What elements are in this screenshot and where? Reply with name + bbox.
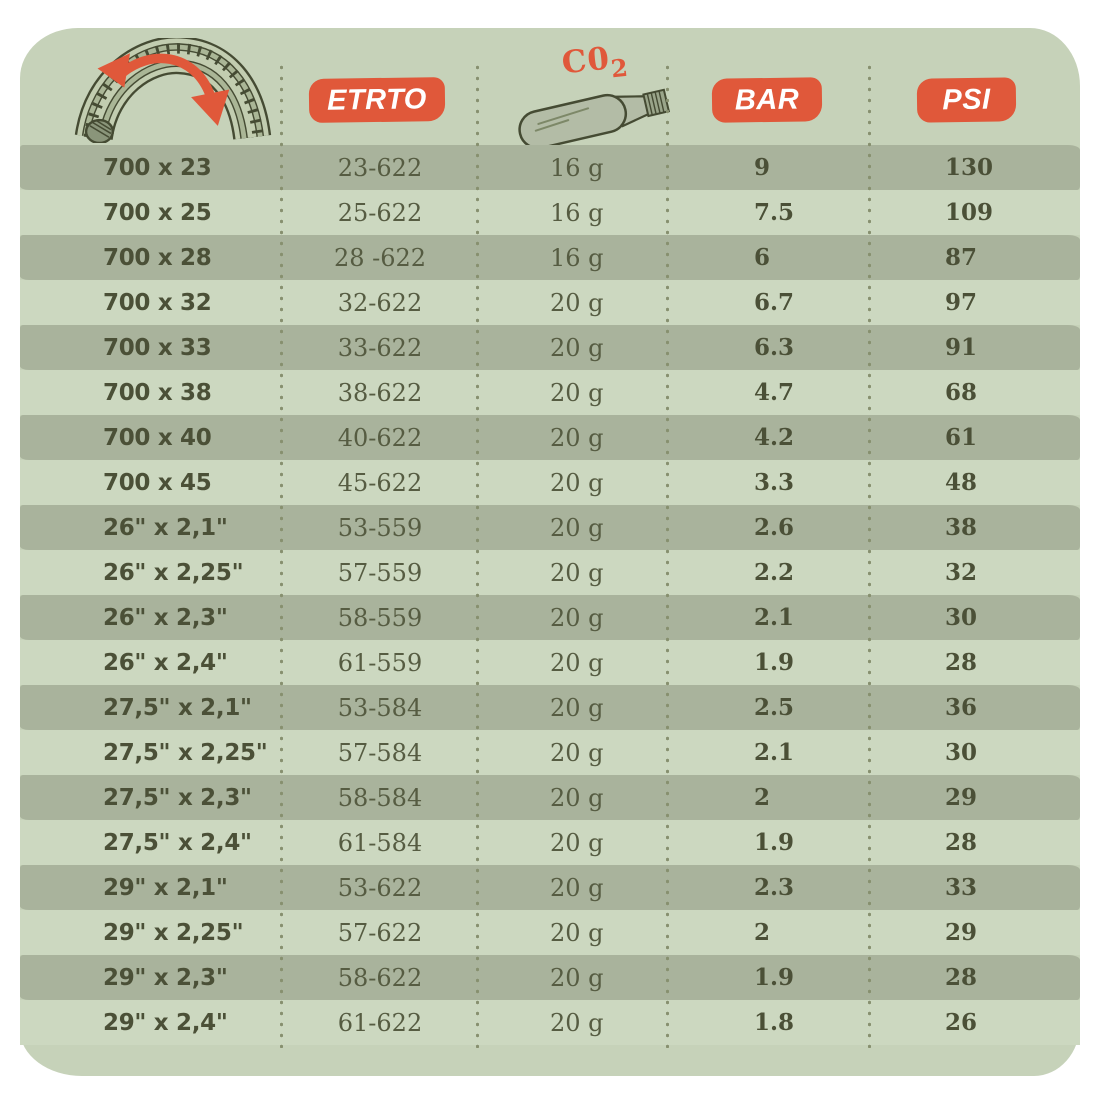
- tire-size-cell: 700 x 33: [103, 334, 212, 361]
- psi-cell: 68: [945, 379, 978, 406]
- co2-cell: 20 g: [550, 693, 604, 722]
- psi-cell: 29: [945, 784, 978, 811]
- etrto-cell: 57-584: [337, 738, 423, 767]
- bar-cell: 1.8: [754, 1009, 795, 1036]
- etrto-cell: 57-622: [337, 918, 423, 947]
- tire-size-cell: 29" x 2,25": [103, 919, 244, 946]
- etrto-cell: 45-622: [337, 468, 423, 497]
- etrto-cell: 25-622: [337, 198, 423, 227]
- etrto-cell: 57-559: [337, 558, 423, 587]
- bar-cell: 1.9: [754, 829, 795, 856]
- column-divider-dots: [666, 62, 669, 1048]
- table-row: [20, 820, 1080, 865]
- tire-size-cell: 29" x 2,1": [103, 874, 228, 901]
- co2-header-label: $C0_2$: [560, 40, 631, 84]
- tire-cross-section-icon: [72, 38, 272, 143]
- tire-size-cell: 700 x 38: [103, 379, 212, 406]
- etrto-cell: 58-584: [337, 783, 423, 812]
- tire-size-cell: 27,5" x 2,1": [103, 694, 252, 721]
- psi-cell: 28: [945, 964, 978, 991]
- etrto-cell: 58-622: [337, 963, 423, 992]
- etrto-cell: 53-622: [337, 873, 423, 902]
- table-row: [20, 550, 1080, 595]
- table-row: [20, 190, 1080, 235]
- table-header: [20, 28, 1080, 145]
- tire-size-cell: 26" x 2,1": [103, 514, 228, 541]
- co2-cell: 20 g: [550, 603, 604, 632]
- tire-size-cell: 700 x 23: [103, 154, 212, 181]
- tire-size-cell: 27,5" x 2,4": [103, 829, 252, 856]
- tire-size-cell: 700 x 25: [103, 199, 212, 226]
- co2-cell: 20 g: [550, 513, 604, 542]
- tire-size-cell: 26" x 2,3": [103, 604, 228, 631]
- psi-cell: 33: [945, 874, 978, 901]
- table-row: [20, 415, 1080, 460]
- table-row: [20, 955, 1080, 1000]
- table-row: [20, 730, 1080, 775]
- co2-cell: 16 g: [550, 243, 604, 272]
- tire-size-cell: 29" x 2,3": [103, 964, 228, 991]
- psi-cell: 48: [945, 469, 978, 496]
- psi-cell: 26: [945, 1009, 978, 1036]
- column-divider-dots: [868, 62, 871, 1048]
- etrto-cell: 32-622: [337, 288, 423, 317]
- table-body: [20, 145, 1080, 1045]
- co2-cell: 20 g: [550, 333, 604, 362]
- table-row: [20, 460, 1080, 505]
- table-row: [20, 910, 1080, 955]
- bar-cell: 2.6: [754, 514, 795, 541]
- bar-cell: 3.3: [754, 469, 795, 496]
- table-row: [20, 640, 1080, 685]
- tire-size-cell: 700 x 40: [103, 424, 212, 451]
- table-row: [20, 280, 1080, 325]
- psi-cell: 28: [945, 829, 978, 856]
- psi-header-label: PSI: [942, 83, 991, 116]
- bar-cell: 6.7: [754, 289, 795, 316]
- psi-cell: 130: [945, 154, 994, 181]
- psi-cell: 28: [945, 649, 978, 676]
- co2-cell: 20 g: [550, 558, 604, 587]
- co2-cell: 20 g: [550, 828, 604, 857]
- bar-cell: 2.1: [754, 739, 795, 766]
- tire-size-cell: 700 x 32: [103, 289, 212, 316]
- bar-cell: 2.2: [754, 559, 795, 586]
- psi-cell: 91: [945, 334, 978, 361]
- psi-header-badge: [917, 77, 1017, 122]
- table-row: [20, 1000, 1080, 1045]
- co2-cell: 20 g: [550, 423, 604, 452]
- bar-cell: 1.9: [754, 649, 795, 676]
- bar-cell: 6: [754, 244, 771, 271]
- co2-cell: 16 g: [550, 153, 604, 182]
- column-divider-dots: [476, 62, 479, 1048]
- co2-cell: 20 g: [550, 738, 604, 767]
- etrto-header-badge: [309, 77, 446, 123]
- tire-size-cell: 700 x 28: [103, 244, 212, 271]
- table-row: [20, 505, 1080, 550]
- bar-cell: 2.5: [754, 694, 795, 721]
- psi-cell: 29: [945, 919, 978, 946]
- co2-cell: 20 g: [550, 963, 604, 992]
- co2-cell: 20 g: [550, 918, 604, 947]
- table-row: [20, 595, 1080, 640]
- psi-cell: 30: [945, 739, 978, 766]
- table-row: [20, 865, 1080, 910]
- etrto-cell: 28 -622: [333, 243, 427, 272]
- tire-size-cell: 26" x 2,25": [103, 559, 244, 586]
- etrto-cell: 58-559: [337, 603, 423, 632]
- tire-pressure-table-panel: [20, 28, 1080, 1076]
- bar-cell: 7.5: [754, 199, 795, 226]
- co2-cell: 20 g: [550, 378, 604, 407]
- bar-cell: 4.2: [754, 424, 795, 451]
- table-row: [20, 370, 1080, 415]
- bar-cell: 2.3: [754, 874, 795, 901]
- etrto-header-label: ETRTO: [326, 82, 428, 117]
- psi-cell: 109: [945, 199, 994, 226]
- tire-size-cell: 29" x 2,4": [103, 1009, 228, 1036]
- bar-header-label: BAR: [734, 83, 800, 116]
- co2-cell: 20 g: [550, 1008, 604, 1037]
- etrto-cell: 53-584: [337, 693, 423, 722]
- etrto-cell: 40-622: [337, 423, 423, 452]
- psi-cell: 38: [945, 514, 978, 541]
- table-row: [20, 685, 1080, 730]
- psi-cell: 87: [945, 244, 978, 271]
- etrto-cell: 61-559: [337, 648, 423, 677]
- co2-cell: 20 g: [550, 288, 604, 317]
- co2-cell: 20 g: [550, 648, 604, 677]
- etrto-cell: 23-622: [337, 153, 423, 182]
- psi-cell: 32: [945, 559, 978, 586]
- tire-size-cell: 700 x 45: [103, 469, 212, 496]
- etrto-cell: 53-559: [337, 513, 423, 542]
- bar-header-badge: [712, 77, 823, 123]
- bar-cell: 9: [754, 154, 771, 181]
- table-row: [20, 145, 1080, 190]
- bar-cell: 6.3: [754, 334, 795, 361]
- bar-cell: 2.1: [754, 604, 795, 631]
- psi-cell: 97: [945, 289, 978, 316]
- bar-cell: 1.9: [754, 964, 795, 991]
- etrto-cell: 33-622: [337, 333, 423, 362]
- psi-cell: 30: [945, 604, 978, 631]
- table-row: [20, 775, 1080, 820]
- tire-size-cell: 26" x 2,4": [103, 649, 228, 676]
- table-row: [20, 325, 1080, 370]
- tire-size-cell: 27,5" x 2,25": [103, 739, 268, 766]
- etrto-cell: 38-622: [337, 378, 423, 407]
- co2-cell: 16 g: [550, 198, 604, 227]
- etrto-cell: 61-622: [337, 1008, 423, 1037]
- co2-cell: 20 g: [550, 783, 604, 812]
- table-row: [20, 235, 1080, 280]
- bar-cell: 2: [754, 919, 771, 946]
- bar-cell: 4.7: [754, 379, 795, 406]
- co2-cell: 20 g: [550, 873, 604, 902]
- co2-cell: 20 g: [550, 468, 604, 497]
- psi-cell: 36: [945, 694, 978, 721]
- psi-cell: 61: [945, 424, 978, 451]
- bar-cell: 2: [754, 784, 771, 811]
- column-divider-dots: [280, 62, 283, 1048]
- tire-size-cell: 27,5" x 2,3": [103, 784, 252, 811]
- etrto-cell: 61-584: [337, 828, 423, 857]
